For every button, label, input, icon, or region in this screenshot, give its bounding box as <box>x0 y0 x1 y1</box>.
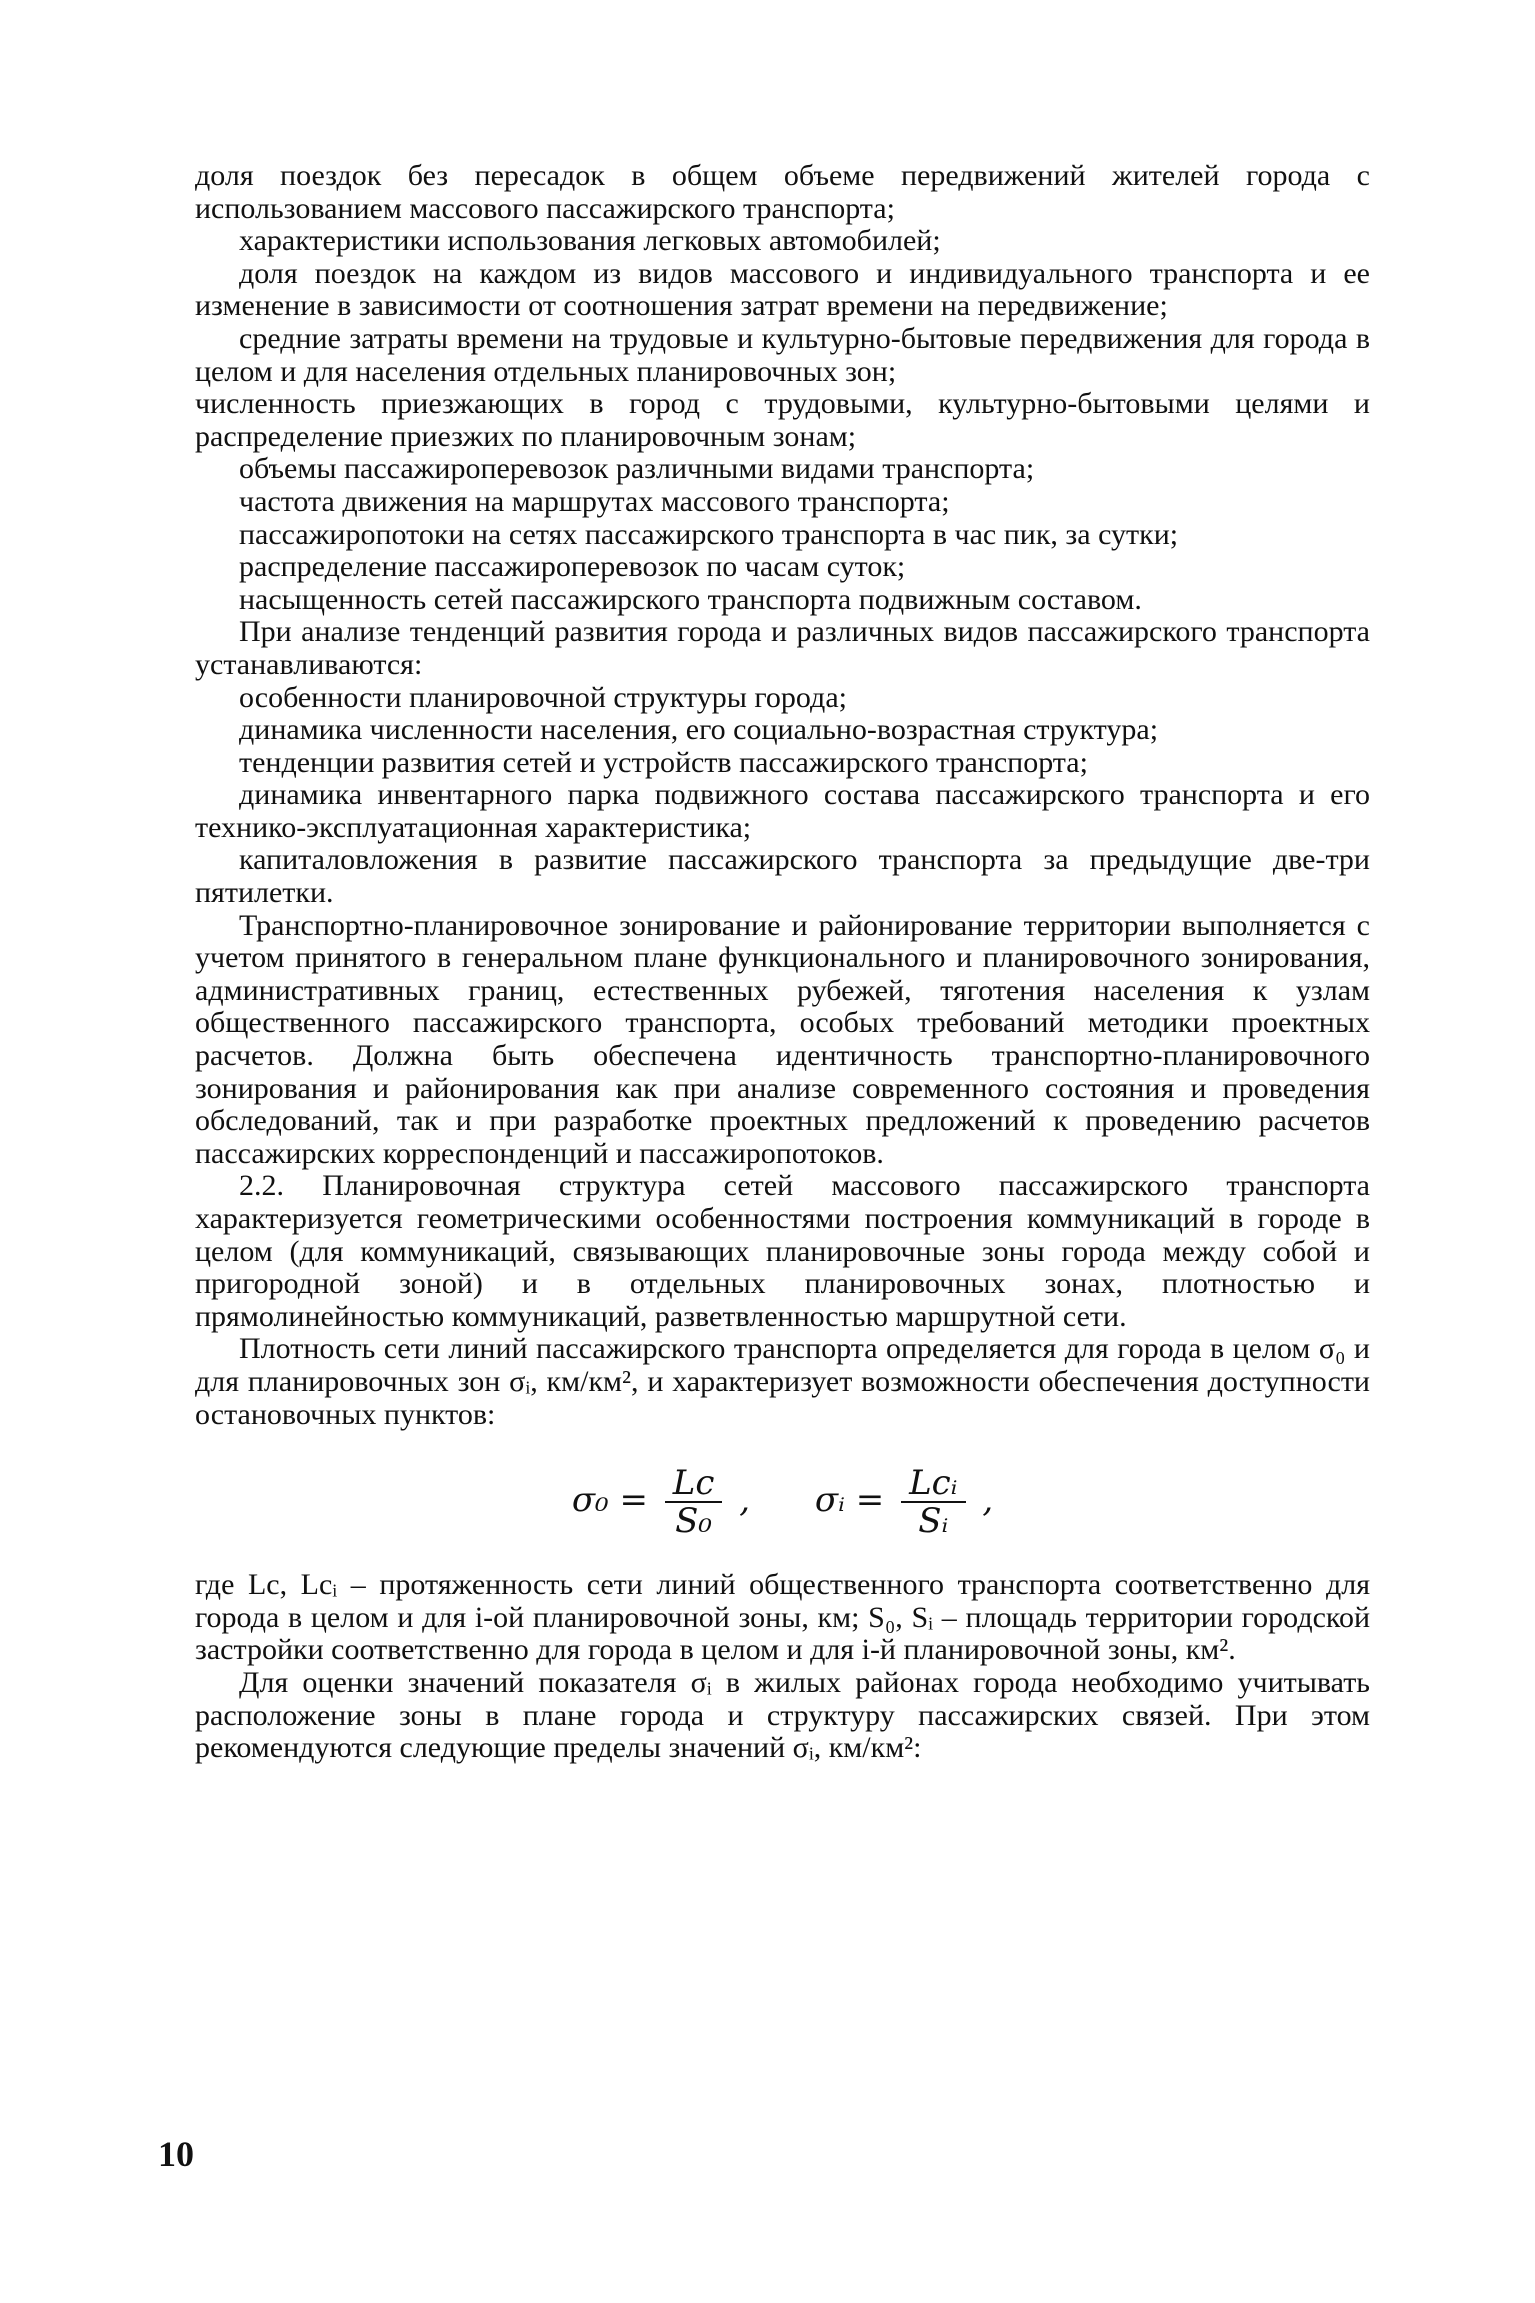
fraction-city <box>665 1463 723 1542</box>
fraction-zone-denominator: Sᵢ <box>918 1501 949 1542</box>
paragraph: доля поездок на каждом из видов массового и индивидуального транспорта и ее изменение в зависимости от соотношения затрат времени на передвижение; <box>195 256 1370 323</box>
fraction-zone-numerator: Lcᵢ <box>901 1465 965 1503</box>
document-body <box>195 160 1370 1765</box>
paragraph: распределение пассажироперевозок по часам суток; <box>239 550 906 584</box>
paragraph: динамика инвентарного парка подвижного состава пассажирского транспорта и его технико-эксплуатационная характеристика; <box>195 778 1370 844</box>
fraction-city-denominator: S₀ <box>675 1501 713 1542</box>
page-number: 10 <box>158 2134 194 2174</box>
paragraph: Для оценки значений показателя σᵢ в жилых районах города необходимо учитывать расположение зоны в плане города и структуру пассажирских связей. При этом рекомендуются следующие пределы значений σᵢ, км/км²: <box>195 1665 1370 1765</box>
paragraph: динамика численности населения, его социально-возрастная структура; <box>239 713 1159 747</box>
formula-end: , <box>982 1480 994 1521</box>
paragraph: тенденции развития сетей и устройств пассажирского транспорта; <box>239 745 1088 779</box>
paragraph: характеристики использования легковых автомобилей; <box>239 224 941 258</box>
density-formula <box>195 1463 1370 1542</box>
paragraph: насыщенность сетей пассажирского транспорта подвижным составом. <box>239 582 1142 616</box>
paragraph: объемы пассажироперевозок различными видами транспорта; <box>239 452 1035 486</box>
paragraph: 2.2. Планировочная структура сетей массового пассажирского транспорта характеризуется геометрическими особенностями построения коммуникаций в городе в целом (для коммуникаций, связывающих планировочные зоны города между собой и пригородной зоной) и в отдельных планировочных зонах, плотностью и прямолинейностью коммуникаций, разветвленностью маршрутной сети. <box>195 1169 1370 1333</box>
paragraph: капиталовложения в развитие пассажирского транспорта за предыдущие две-три пятилетки. <box>195 843 1370 910</box>
paragraph: При анализе тенденций развития города и различных видов пассажирского транспорта устанавливаются: <box>195 615 1370 681</box>
paragraph: где Lc, Lcᵢ – протяженность сети линий общественного транспорта соответственно для города в целом и для i-ой планировочной зоны, км; S₀, Sᵢ – площадь территории городской застройки соответственно для города в целом и для i-й планировочной зоны, км². <box>195 1568 1370 1667</box>
paragraph: средние затраты времени на трудовые и культурно-бытовые передвижения для города в целом и для населения отдельных планировочных зон; <box>195 321 1370 388</box>
paragraphs-top <box>195 160 1370 1431</box>
paragraph: частота движения на маршрутах массового транспорта; <box>239 484 950 518</box>
paragraphs-bottom <box>195 1569 1370 1765</box>
paragraph: Транспортно-планировочное зонирование и районирование территории выполняется с учетом принятого в генеральном плане функционального и планировочного зонирования, административных границ, естественных рубежей, тяготения населения к узлам общественного пассажирского транспорта, особых требований методики проектных расчетов. Должна быть обеспечена идентичность транспортно-планировочного зонирования и районирования как при анализе современного состояния и проведения обследований, так и при разработке проектных предложений к проведению расчетов пассажирских корреспонденций и пассажиропотоков. <box>195 908 1370 1170</box>
paragraph: доля поездок без пересадок в общем объеме передвижений жителей города с использованием массового пассажирского транспорта; <box>195 159 1370 225</box>
paragraph: пассажиропотоки на сетях пассажирского транспорта в час пик, за сутки; <box>239 517 1179 551</box>
formula-lhs-zone: σᵢ = <box>814 1480 885 1521</box>
formula-lhs-city: σ₀ = <box>571 1480 648 1521</box>
formula-separator: , <box>739 1480 751 1521</box>
fraction-city-numerator: Lc <box>665 1465 723 1503</box>
paragraph: особенности планировочной структуры города; <box>239 680 847 714</box>
paragraph: численность приезжающих в город с трудовыми, культурно-бытовыми целями и распределение приезжих по планировочным зонам; <box>195 387 1370 453</box>
paragraph: Плотность сети линий пассажирского транспорта определяется для города в целом σ₀ и для планировочных зон σᵢ, км/км², и характеризует возможности обеспечения доступности остановочных пунктов: <box>195 1332 1370 1431</box>
fraction-zone <box>901 1463 965 1542</box>
